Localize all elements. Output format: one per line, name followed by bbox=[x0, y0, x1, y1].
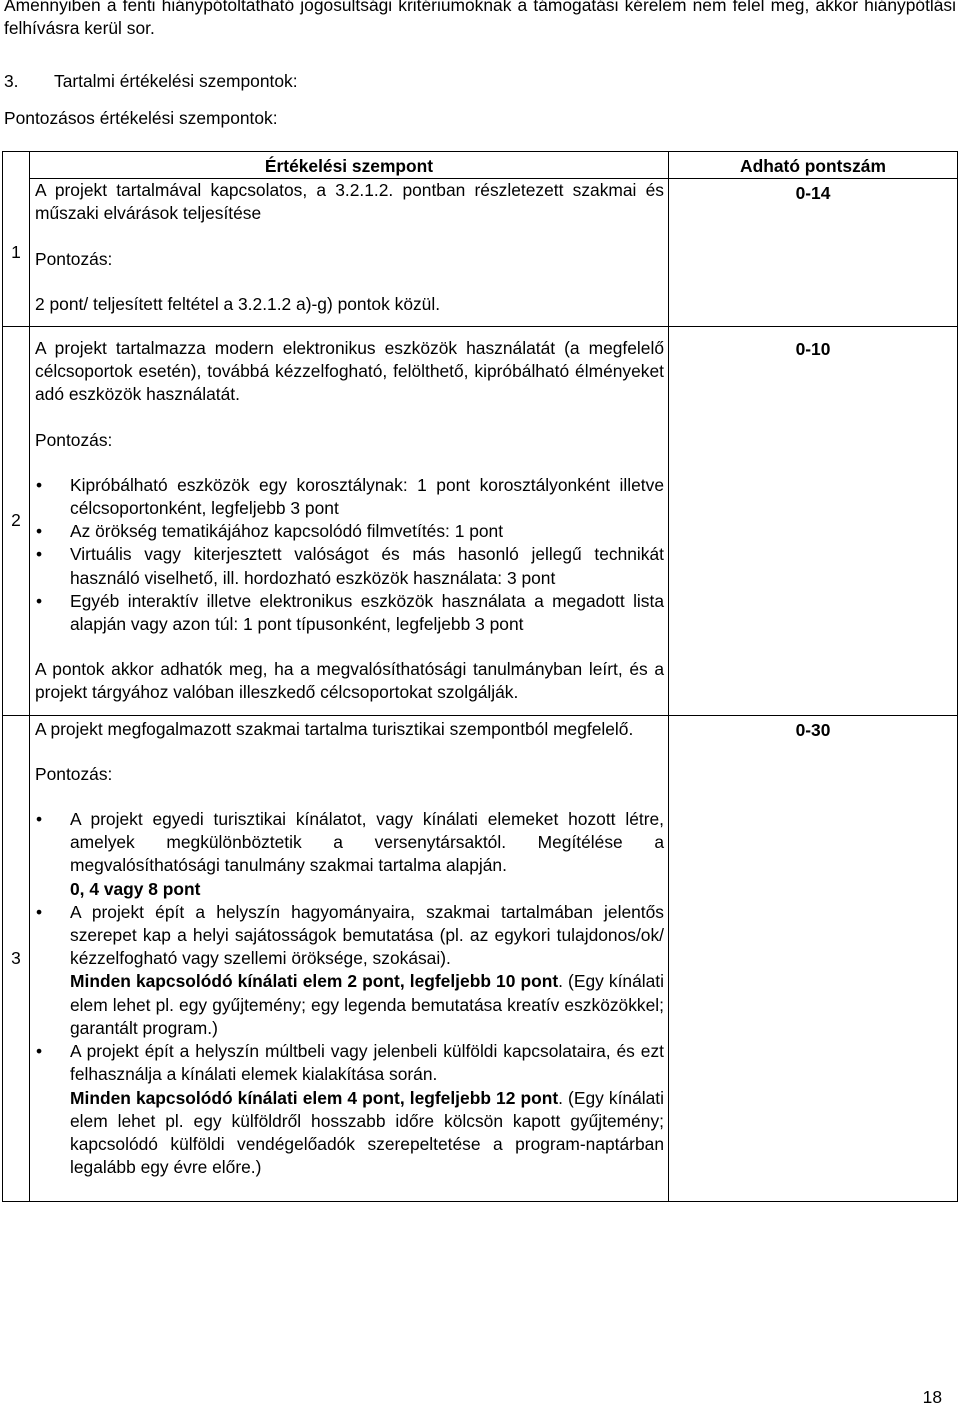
item-bold: Minden kapcsolódó kínálati elem 4 pont, legfeljebb 12 pont bbox=[70, 1087, 559, 1108]
table-row bbox=[3, 179, 958, 327]
list-item bbox=[70, 901, 664, 1040]
row-description: A projekt tartalmazza modern elektronikus eszközök használatát (a megfelelő célcsoportok esetén), továbbá kézzelfogható, felölthető, kipróbálható élményeket adó eszközök használatát. bbox=[35, 338, 664, 405]
item-after: . (Egy kínálati elem lehet pl. egy gyűjtemény; egy legenda bemutatása kreatív eszközökkel; garantált program.) bbox=[70, 971, 664, 1038]
item-text: A projekt épít a helyszín hagyományaira, szakmai tartalmában jelentős szerepet kap a helyi sajátosságok bemutatása (pl. az egykori tulajdonos/ok/ kézzelfogható vagy szellemi öröksége, szokásai). bbox=[70, 901, 664, 969]
list-item: • Virtuális vagy kiterjesztett valóságot és más hasonló jellegű technikát használó viselhető, ill. hordozható eszközök használata: 3 pont bbox=[70, 543, 664, 589]
table-header-row bbox=[3, 152, 958, 179]
table-row bbox=[3, 715, 958, 1202]
section-subtitle: Pontozásos értékelési szempontok: bbox=[4, 108, 278, 128]
header-points: Adható pontszám bbox=[669, 152, 958, 179]
list-item: • Kipróbálható eszközök egy korosztálynak: 1 pont korosztályonként illetve célcsoportonként, legfeljebb 3 pont bbox=[70, 474, 664, 520]
row-number: 2 bbox=[3, 327, 30, 716]
item-text: A projekt egyedi turisztikai kínálatot, vagy kínálati elemeket hozott létre, amelyek megkülönböztetik a versenytársaktól. Megítélése a megvalósíthatósági tanulmány szakmai tartalma alapján. bbox=[70, 809, 664, 876]
row-points: 0-14 bbox=[669, 179, 958, 327]
item-text: A projekt épít a helyszín múltbeli vagy jelenbeli külföldi kapcsolataira, és ezt felhasználja a kínálati elemek kialakítása során. bbox=[70, 1041, 664, 1085]
row-description: A projekt tartalmával kapcsolatos, a 3.2.1.2. pontban részletezett szakmai és műszaki elvárások teljesítése bbox=[35, 180, 664, 224]
scoring-label: Pontozás: bbox=[35, 248, 113, 269]
scoring-list bbox=[35, 474, 664, 636]
list-item bbox=[70, 808, 664, 901]
row-description: A projekt megfogalmazott szakmai tartalma turisztikai szempontból megfelelő. bbox=[35, 718, 634, 739]
item-bold: 0, 4 vagy 8 pont bbox=[70, 878, 201, 899]
item-after: . (Egy kínálati elem lehet pl. egy külföldről hosszabb időre kölcsön kapott gyűjtemény; kapcsolódó külföldi vendégelőadók szerepeltetése a program-naptárban legalább egy évre előre.) bbox=[70, 1087, 664, 1178]
section-title: Tartalmi értékelési szempontok: bbox=[54, 71, 298, 91]
scoring-text: 2 pont/ teljesített feltétel a 3.2.1.2 a)-g) pontok közül. bbox=[35, 293, 441, 314]
scoring-list bbox=[35, 808, 664, 1179]
row-content bbox=[30, 179, 669, 327]
list-item: • Egyéb interaktív illetve elektronikus eszközök használata a megadott lista alapján vagy azon túl: 1 pont típusonként, legfeljebb 3 pont bbox=[70, 590, 664, 636]
intro-paragraph bbox=[4, 0, 956, 40]
section-heading bbox=[4, 70, 298, 93]
table-row bbox=[3, 327, 958, 716]
row-points bbox=[669, 327, 958, 716]
points-value: 0-10 bbox=[795, 339, 831, 360]
list-item: • Az örökség tematikájához kapcsolódó filmvetítés: 1 pont bbox=[70, 520, 664, 543]
scoring-label: Pontozás: bbox=[35, 763, 113, 784]
list-item bbox=[70, 1040, 664, 1179]
intro-text: Amennyiben a fenti hiánypótoltatható jogosultsági kritériumoknak a támogatási kérelem nem felel meg, akkor hiánypótlási felhívásra kerül sor. bbox=[4, 0, 956, 39]
header-criterion: Értékelési szempont bbox=[30, 152, 669, 179]
section-number: 3. bbox=[4, 71, 19, 91]
scoring-table bbox=[2, 151, 958, 1202]
page-number: 18 bbox=[922, 1387, 942, 1407]
scoring-label: Pontozás: bbox=[35, 429, 113, 450]
row-points: 0-30 bbox=[669, 715, 958, 1202]
row-note: A pontok akkor adhatók meg, ha a megvalósíthatósági tanulmányban leírt, és a projekt tárgyához valóban illeszkedő célcsoportokat szolgálják. bbox=[35, 659, 664, 703]
row-number: 3 bbox=[3, 715, 30, 1202]
header-empty-cell bbox=[3, 152, 30, 179]
row-content bbox=[30, 327, 669, 716]
item-bold: Minden kapcsolódó kínálati elem 2 pont, legfeljebb 10 pont bbox=[70, 971, 559, 992]
row-content bbox=[30, 715, 669, 1202]
row-number: 1 bbox=[3, 179, 30, 327]
